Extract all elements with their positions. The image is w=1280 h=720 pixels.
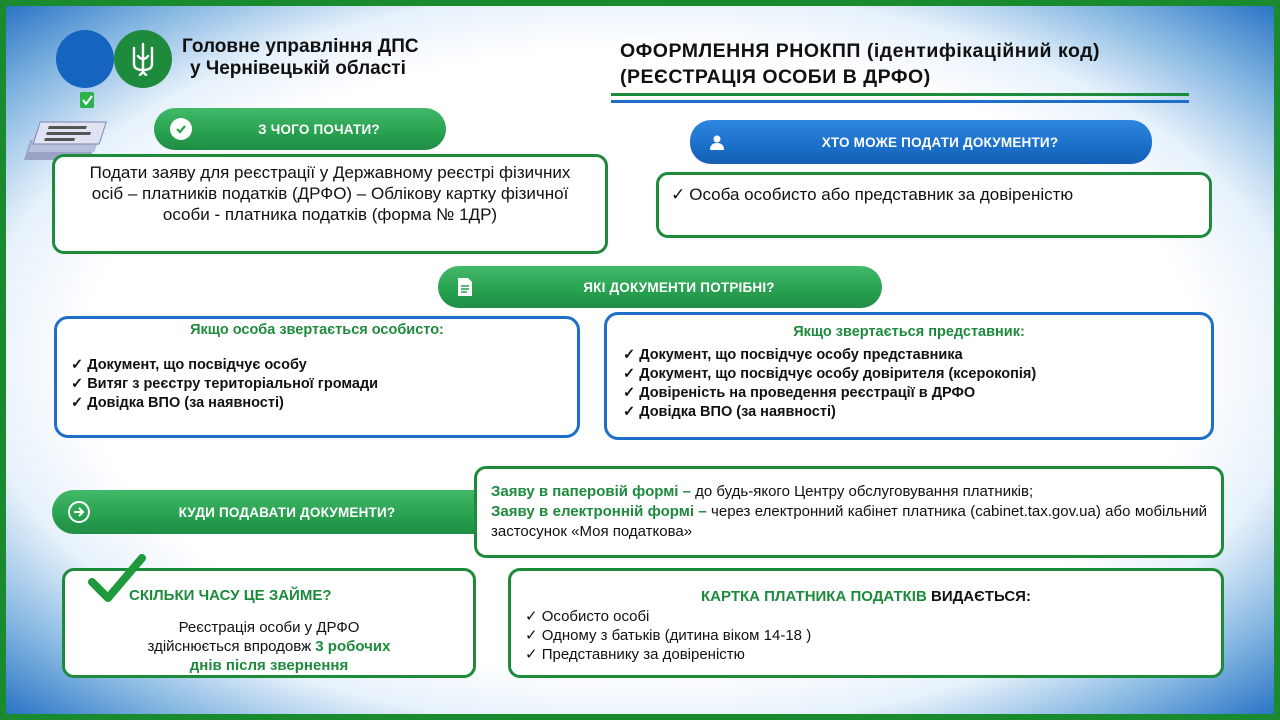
title-line-2: (РЕЄСТРАЦІЯ ОСОБИ В ДРФО): [620, 66, 931, 88]
personal-doc-item: [71, 375, 577, 394]
page-title: [620, 38, 1214, 90]
title-line-1: ОФОРМЛЕННЯ РНОКПП (ідентифікаційний код): [620, 40, 1100, 62]
card-item: [525, 645, 1221, 664]
card-heading: [511, 571, 1221, 605]
check-mark-icon: ✓: [71, 357, 84, 373]
start-text: Подати заяву для реєстрації у Державному реєстрі фізичних осіб – платників податків (ДРФО) – Облікову картку фізичної особи - платника податків (форма № 1ДР): [89, 163, 571, 224]
check-mark-icon: ✓: [71, 376, 84, 392]
representative-docs-heading: Якщо звертається представник:: [793, 324, 1025, 340]
check-mark-icon: ✓: [71, 395, 84, 411]
item-text: Документ, що посвідчує особу представника: [639, 347, 963, 363]
representative-doc-item: [623, 346, 1211, 365]
personal-doc-item: [71, 356, 577, 375]
check-circle-icon: [170, 118, 192, 140]
header-rule-blue: [611, 100, 1189, 103]
where-paper: [491, 482, 1207, 502]
card-item: [525, 607, 1221, 626]
card-heading-green: КАРТКА ПЛАТНИКА ПОДАТКІВ: [701, 588, 927, 605]
card-list: [511, 605, 1221, 664]
personal-docs-box: [54, 316, 580, 438]
item-text: Довіреність на проведення реєстрації в ДРФО: [639, 385, 976, 401]
where-pill: [52, 490, 484, 534]
org-line-1: Головне управління ДПС: [182, 36, 419, 57]
personal-doc-item: [71, 394, 577, 413]
arrow-right-circle-icon: [68, 501, 90, 523]
trident-logo-icon: [114, 30, 172, 88]
start-box: [52, 154, 608, 254]
item-text: Довідка ВПО (за наявності): [639, 404, 836, 420]
paper-text: до будь-якого Центру обслуговування платників;: [690, 483, 1034, 500]
item-text: Особисто особі: [541, 608, 650, 625]
representative-docs-box: [604, 312, 1214, 440]
where-text: [477, 469, 1221, 542]
header-rule-green: [611, 93, 1189, 96]
personal-docs-list: [57, 338, 577, 413]
item-text: Представнику за довіреністю: [541, 646, 745, 663]
time-text: [65, 604, 473, 675]
where-box: [474, 466, 1224, 558]
org-line-2: у Чернівецькій області: [190, 58, 406, 79]
personal-docs-heading: Якщо особа звертається особисто:: [190, 322, 444, 338]
logo-blue-circle: [56, 30, 114, 88]
document-icon: [454, 276, 476, 298]
time-heading: СКІЛЬКИ ЧАСУ ЦЕ ЗАЙМЕ?: [129, 587, 332, 604]
who-pill-label: ХТО МОЖЕ ПОДАТИ ДОКУМЕНТИ?: [821, 134, 1059, 150]
paper-label: Заяву в паперовій формі –: [491, 483, 691, 500]
card-item: [525, 626, 1221, 645]
representative-doc-item: [623, 384, 1211, 403]
person-icon: [706, 131, 728, 153]
organization-name: [182, 36, 419, 80]
who-box: [656, 172, 1212, 238]
representative-doc-item: [623, 365, 1211, 384]
item-text: Одному з батьків (дитина віком 14-18 ): [541, 627, 812, 644]
where-pill-label: КУДИ ПОДАВАТИ ДОКУМЕНТИ?: [178, 504, 396, 520]
check-mark-icon: ✓: [525, 646, 538, 663]
infographic-frame: [6, 6, 1274, 714]
check-mark-icon: ✓: [623, 385, 636, 401]
check-mark-icon: ✓: [623, 366, 636, 382]
item-text: Документ, що посвідчує особу: [87, 357, 307, 373]
time-line-1: Реєстрація особи у ДРФО: [178, 619, 360, 636]
card-box: [508, 568, 1224, 678]
time-bold: 3 робочих: [315, 638, 391, 655]
item-text: Витяг з реєстру територіальної громади: [87, 376, 379, 392]
check-mark-icon: ✓: [525, 627, 538, 644]
check-mark-icon: ✓: [671, 185, 686, 204]
electronic-label: Заяву в електронній формі –: [491, 503, 707, 520]
start-pill: [154, 108, 446, 150]
check-mark-icon: ✓: [525, 608, 538, 625]
representative-docs-list: [607, 340, 1211, 422]
big-check-icon: [88, 554, 146, 611]
where-electronic: [491, 502, 1207, 542]
docs-pill-label: ЯКІ ДОКУМЕНТИ ПОТРІБНІ?: [583, 279, 775, 295]
docs-pill: [438, 266, 882, 308]
start-pill-label: З ЧОГО ПОЧАТИ?: [258, 121, 380, 137]
check-mark-icon: ✓: [623, 347, 636, 363]
time-plain: здійснюється впродовж: [147, 638, 316, 655]
item-text: Довідка ВПО (за наявності): [87, 395, 284, 411]
check-mark-icon: ✓: [623, 404, 636, 420]
time-line-2: [65, 637, 473, 656]
electronic-text: через електронний кабінет платника (cabinet.tax.gov.ua) або мобільний застосунок «Моя податкова»: [491, 503, 1208, 540]
who-item: [659, 175, 1209, 205]
time-line-3: днів після звернення: [189, 657, 349, 674]
who-text: Особа особисто або представник за довіреністю: [689, 185, 1074, 204]
card-heading-black: ВИДАЄТЬСЯ:: [926, 588, 1031, 605]
who-pill: [690, 120, 1152, 164]
representative-doc-item: [623, 403, 1211, 422]
item-text: Документ, що посвідчує особу довірителя (ксерокопія): [639, 366, 1037, 382]
